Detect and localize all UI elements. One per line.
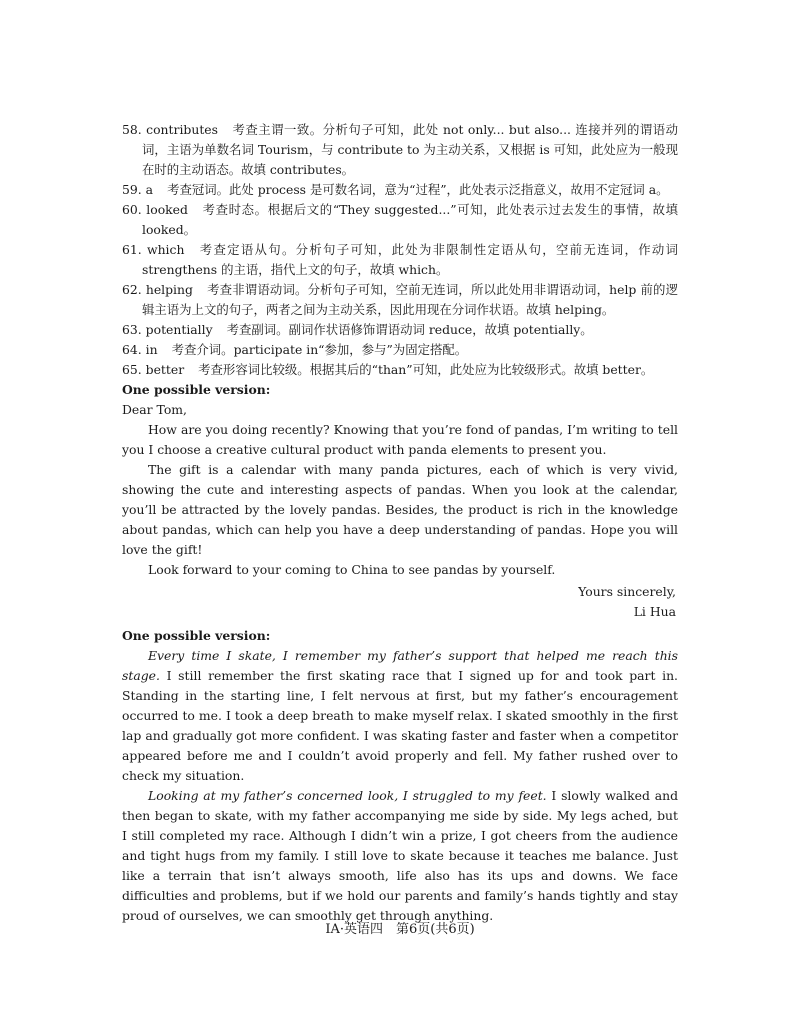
answer-word: looked	[146, 202, 188, 217]
letter-paragraph: Look forward to your coming to China to see pandas by yourself.	[148, 562, 556, 577]
answer-item-64	[122, 340, 678, 360]
page-content	[122, 120, 678, 926]
answer-word: potentially	[145, 322, 213, 337]
letter-section-label: One possible version:	[122, 382, 271, 397]
story-paragraph-2	[122, 786, 678, 926]
answer-item-63	[122, 320, 678, 340]
answer-word: which	[146, 242, 185, 257]
letter-paragraph: The gift is a calendar with many panda pictures, each of which is very vivid, showing the cute and interesting aspects of pandas. When you look at the calendar, you’ll be attracted by the lovely pandas. Besides, the product is rich in the knowledge about pandas, which can help you have a deep understanding of pandas. Hope you will love the gift!	[122, 462, 678, 557]
answer-explanation: 考查副词。副词作状语修饰谓语动词 reduce，故填 potentially。	[226, 322, 593, 337]
answer-number: 64.	[122, 342, 142, 357]
sample-continuation	[122, 626, 678, 926]
answer-word: contributes	[146, 122, 218, 137]
answer-number: 65.	[122, 362, 142, 377]
answer-number: 60.	[122, 202, 142, 217]
answer-explanation: 考查介词。participate in“参加，参与”为固定搭配。	[171, 342, 468, 357]
answer-number: 58.	[122, 122, 142, 137]
page-footer: ⅠA·英语四 第6页(共6页)	[325, 922, 475, 937]
answer-list	[122, 120, 678, 380]
story-paragraph-1	[122, 646, 678, 786]
answer-explanation: 考查定语从句。分析句子可知，此处为非限制性定语从句，空前无连词，作动词 strengthens 的主语，指代上文的句子，故填 which。	[142, 242, 678, 277]
answer-number: 59.	[122, 182, 142, 197]
answer-item-59	[122, 180, 678, 200]
answer-word: helping	[145, 282, 193, 297]
answer-explanation: 考查主谓一致。分析句子可知，此处 not only... but also... 连接并列的谓语动词，主语为单数名词 Tourism，与 contribute to 为主动关系，又根据 is 可知，此处应为一般现在时的主动语态。故填 contributes。	[142, 122, 678, 177]
answer-item-62	[122, 280, 678, 320]
answer-explanation: 考查时态。根据后文的“They suggested...”可知，此处表示过去发生的事情，故填 looked。	[142, 202, 678, 237]
answer-word: better	[145, 362, 185, 377]
answer-explanation: 考查非谓语动词。分析句子可知，空前无连词，所以此处用非谓语动词，help 前的逻辑主语为上文的句子，两者之间为主动关系，因此用现在分词作状语。故填 helping。	[142, 282, 678, 317]
story-body-2: I slowly walked and then began to skate, with my father accompanying me side by side. My legs ached, but I still completed my race. Although I didn’t win a prize, I got cheers from the audience and tight hugs from my family. I still love to skate because it teaches me balance. Just like a terrain that isn’t always smooth, life also has its ups and downs. We face difficulties and problems, but if we hold our parents and family’s hands tightly and stay proud of ourselves, we can smoothly get through anything.	[122, 788, 678, 923]
answer-explanation: 考查冠词。此处 process 是可数名词，意为“过程”，此处表示泛指意义，故用不定冠词 a。	[167, 182, 669, 197]
letter-signature: Li Hua	[633, 604, 676, 619]
answer-item-61	[122, 240, 678, 280]
answer-number: 61.	[122, 242, 142, 257]
answer-explanation: 考查形容词比较级。根据其后的“than”可知，此处应为比较级形式。故填 better。	[198, 362, 654, 377]
answer-word: in	[145, 342, 158, 357]
answer-word: a	[145, 182, 154, 197]
answer-number: 63.	[122, 322, 142, 337]
answer-item-60	[122, 200, 678, 240]
letter-closing: Yours sincerely,	[578, 584, 676, 599]
story-opening-sentence-2: Looking at my father’s concerned look, I struggled to my feet.	[148, 788, 547, 803]
story-opening-sentence-1: Every time I skate, I remember my father’s support that helped me reach this stage.	[122, 648, 678, 683]
answer-item-58	[122, 120, 678, 180]
letter-paragraph: How are you doing recently? Knowing that you’re fond of pandas, I’m writing to tell you I choose a creative cultural product with panda elements to present you.	[122, 422, 678, 457]
letter-greeting: Dear Tom,	[122, 402, 187, 417]
answer-item-65	[122, 360, 678, 380]
sample-letter	[122, 380, 678, 622]
story-section-label: One possible version:	[122, 628, 271, 643]
answer-number: 62.	[122, 282, 142, 297]
story-body-1: I still remember the first skating race that I signed up for and took part in. Standing in the starting line, I felt nervous at first, but my father’s encouragement occurred to me. I took a deep breath to make myself relax. I skated smoothly in the first lap and gradually got more confident. I was skating faster and faster when a competitor appeared before me and I couldn’t avoid properly and fell. My father rushed over to check my situation.	[122, 668, 678, 783]
